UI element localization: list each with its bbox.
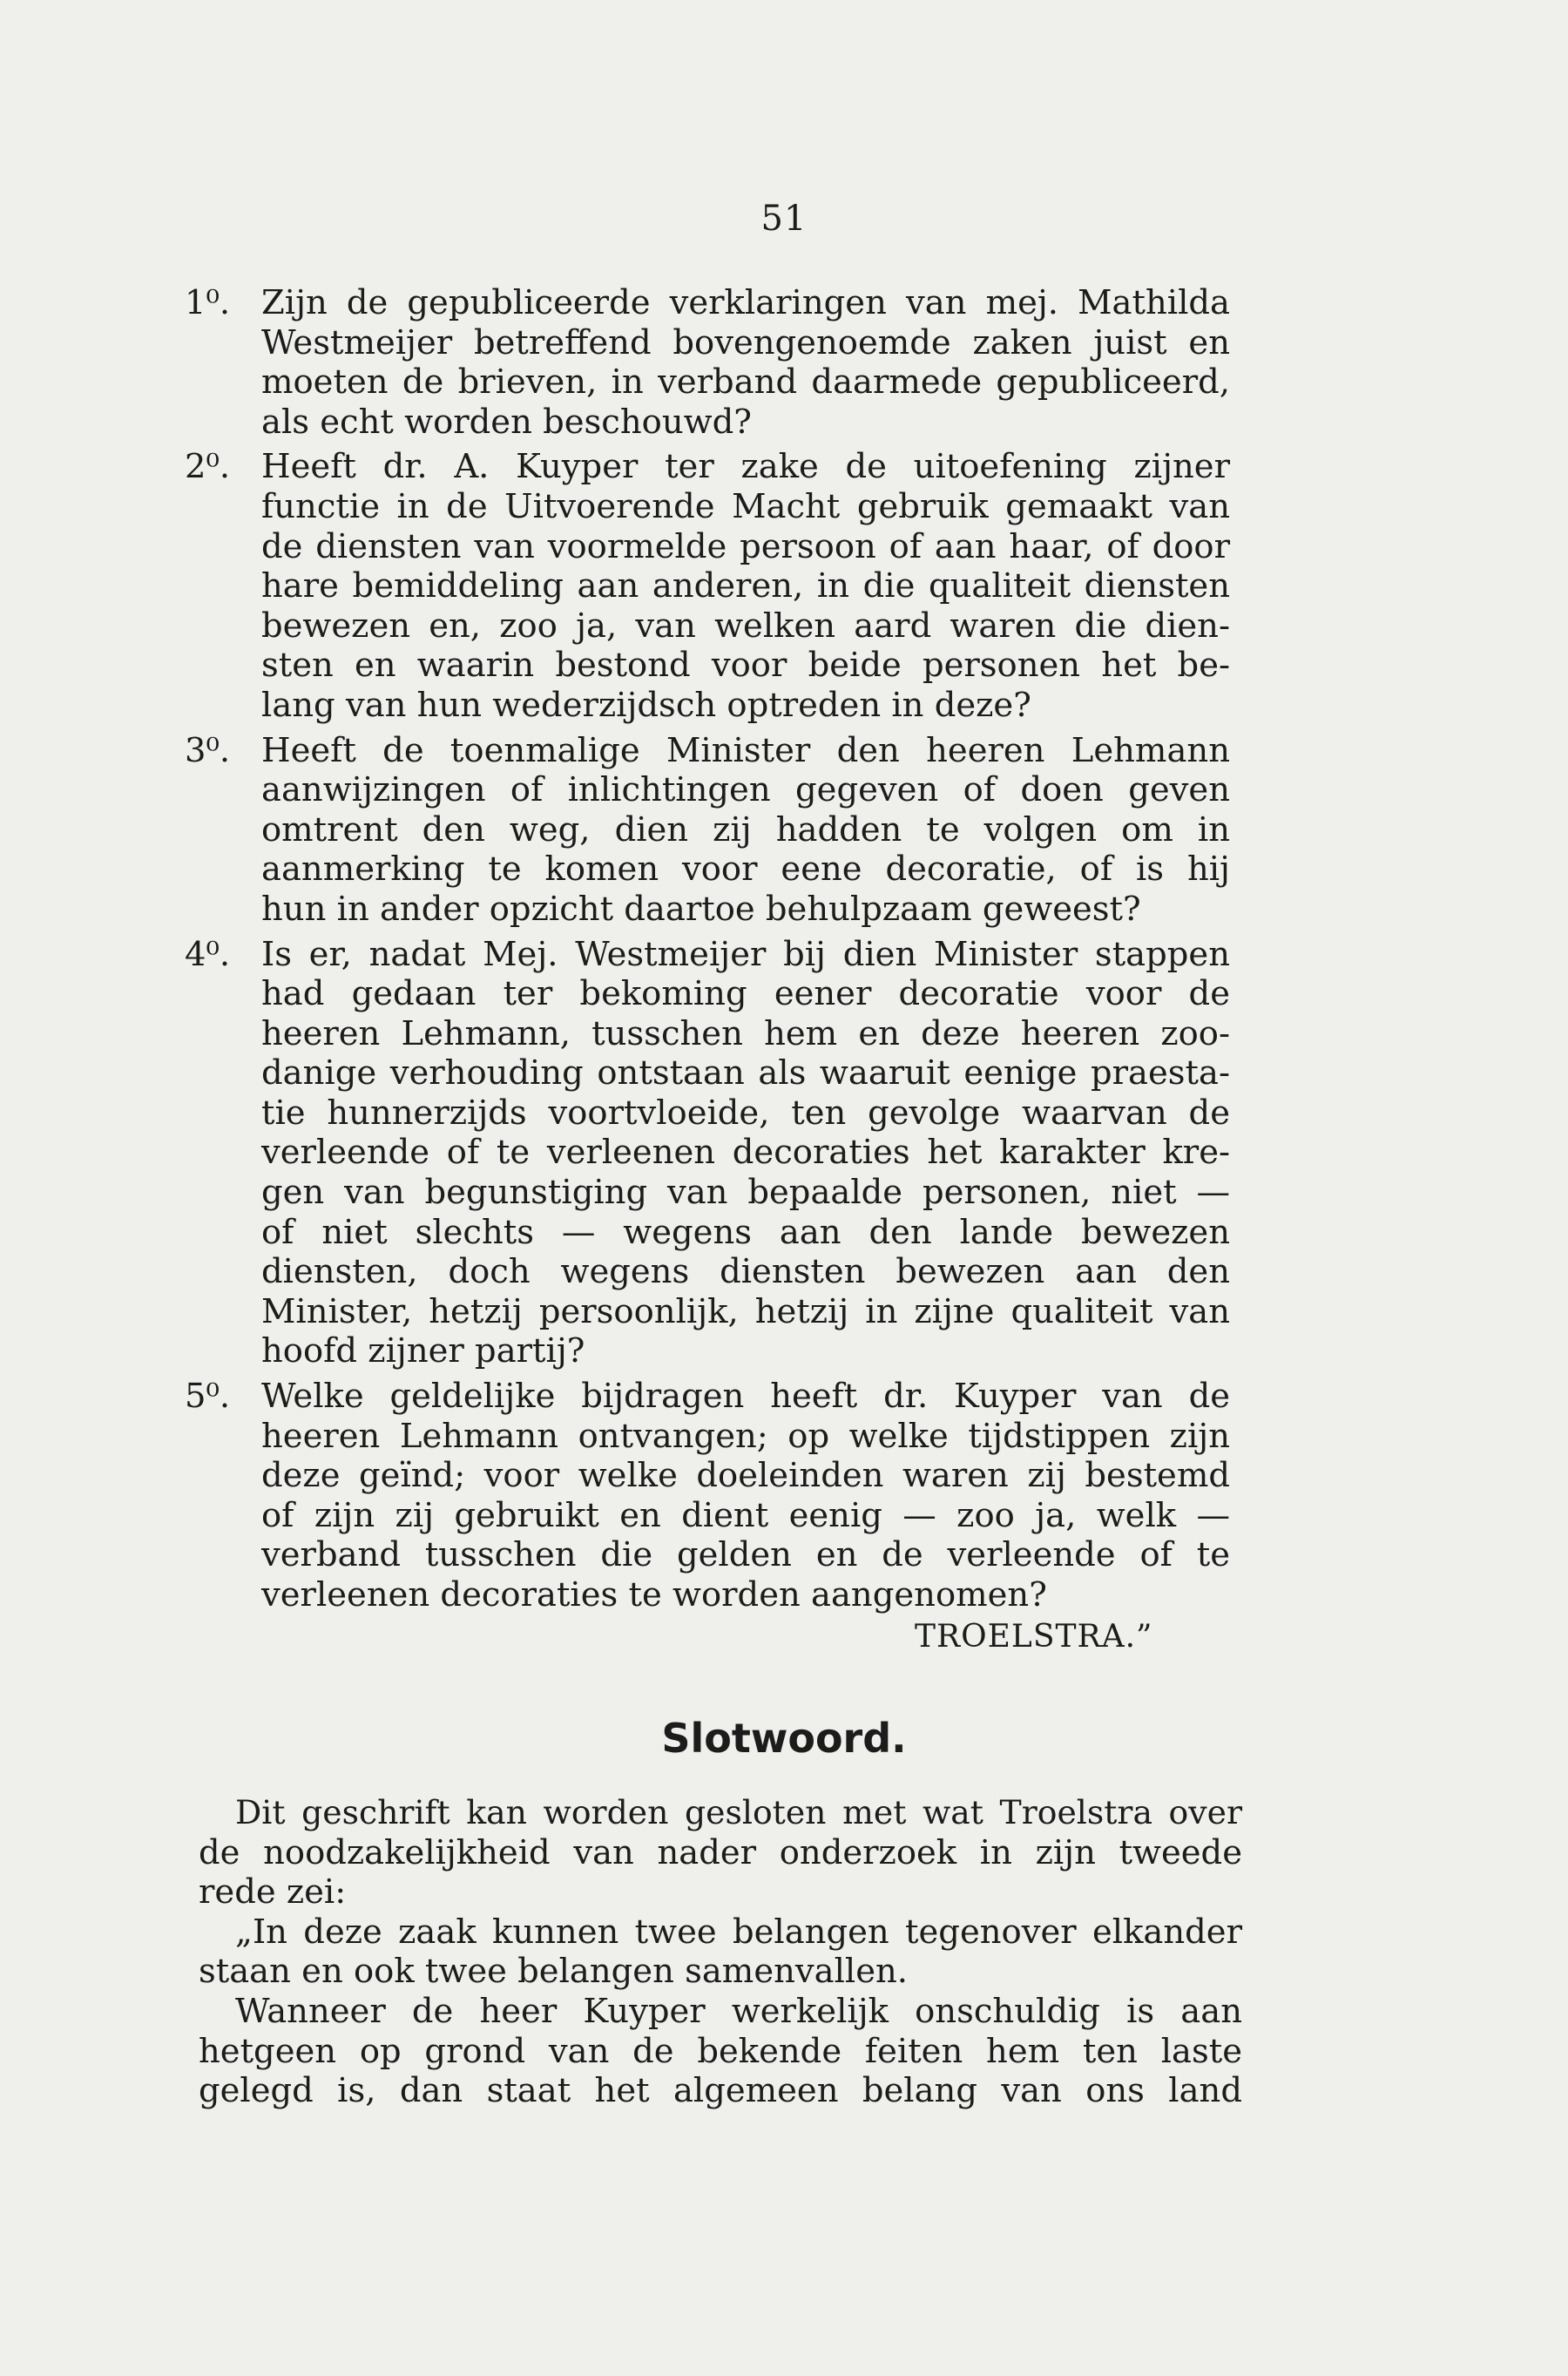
text-line: of niet slechts — wegens aan den lande bewezen <box>261 1212 1230 1252</box>
text-line: heeren Lehmann ontvangen; op welke tijdstippen zijn <box>261 1416 1230 1456</box>
paragraph <box>199 1992 1242 2111</box>
text-line: verleende of te verleenen decoraties het karakter kre- <box>261 1133 1230 1173</box>
question-item <box>185 447 1230 725</box>
text-line: aanmerking te komen voor eene decoratie, of is hij <box>261 850 1230 890</box>
text-line: hun in ander opzicht daartoe behulpzaam geweest? <box>261 889 1141 929</box>
text-line: de noodzakelijkheid van nader onderzoek in zijn tweede <box>199 1832 1242 1872</box>
text-line: gelegd is, dan staat het algemeen belang van ons land <box>199 2071 1242 2111</box>
text-line: aanwijzingen of inlichtingen gegeven of doen geven <box>261 770 1230 810</box>
text-line: sten en waarin bestond voor beide personen het be- <box>261 646 1230 686</box>
text-line: bewezen en, zoo ja, van welken aard waren die dien- <box>261 606 1230 646</box>
text-line: rede zei: <box>199 1872 347 1912</box>
text-line: lang van hun wederzijdsch optreden in deze? <box>261 685 1031 725</box>
text-line: Is er, nadat Mej. Westmeijer bij dien Minister stappen <box>261 934 1230 974</box>
text-line: hare bemiddeling aan anderen, in die qualiteit diensten <box>261 566 1230 606</box>
text-line: omtrent den weg, dien zij hadden te volgen om in <box>261 809 1230 850</box>
question-number: 4⁰. <box>185 934 231 974</box>
text-line: diensten, doch wegens diensten bewezen aan den <box>261 1252 1230 1292</box>
text-line: Westmeijer betreffend bovengenoemde zaken juist en <box>261 322 1230 362</box>
page-number: 51 <box>760 199 808 239</box>
text-line: Dit geschrift kan worden gesloten met wat Troelstra over <box>235 1793 1242 1831</box>
text-line: deze geïnd; voor welke doeleinden waren zij bestemd <box>261 1456 1230 1496</box>
body-text <box>199 1793 1242 2111</box>
text-line: danige verhouding ontstaan als waaruit eenige praesta- <box>261 1053 1230 1093</box>
text-line: heeren Lehmann, tusschen hem en deze heeren zoo- <box>261 1013 1230 1053</box>
text-line: Wanneer de heer Kuyper werkelijk onschuldig is aan <box>235 1991 1242 2031</box>
question-number: 3⁰. <box>185 730 231 770</box>
text-line: Heeft de toenmalige Minister den heeren Lehmann <box>261 730 1230 770</box>
question-number: 1⁰. <box>185 283 231 322</box>
text-line: gen van begunstiging van bepaalde personen, niet — <box>261 1173 1230 1213</box>
text-line: of zijn zij gebruikt en dient eenig — zoo ja, welk — <box>261 1495 1230 1535</box>
text-line: Welke geldelijke bijdragen heeft dr. Kuyper van de <box>261 1377 1230 1417</box>
question-item <box>185 935 1230 1372</box>
question-item <box>185 731 1230 930</box>
text-line: Heeft dr. A. Kuyper ter zake de uitoefening zijner <box>261 447 1230 487</box>
questions-list <box>185 283 1230 1621</box>
paragraph <box>199 1793 1242 1912</box>
question-item <box>185 1377 1230 1615</box>
text-line: Minister, hetzij persoonlijk, hetzij in zijne qualiteit van <box>261 1291 1230 1331</box>
text-line: tie hunnerzijds voortvloeide, ten gevolge waarvan de <box>261 1093 1230 1133</box>
text-line: Zijn de gepubliceerde verklaringen van mej. Mathilda <box>261 283 1230 322</box>
signature: TROELSTRA.” <box>915 1619 1153 1655</box>
text-line: verband tusschen die gelden en de verleende of te <box>261 1535 1230 1575</box>
question-item <box>185 283 1230 442</box>
section-heading: Slotwoord. <box>661 1715 907 1762</box>
paragraph <box>199 1912 1242 1992</box>
text-line: „In deze zaak kunnen twee belangen tegenover elkander <box>235 1912 1242 1952</box>
text-line: hoofd zijner partij? <box>261 1331 585 1371</box>
text-line: als echt worden beschouwd? <box>261 402 752 442</box>
question-number: 5⁰. <box>185 1377 231 1417</box>
text-line: moeten de brieven, in verband daarmede gepubliceerd, <box>261 362 1230 403</box>
text-line: had gedaan ter bekoming eener decoratie voor de <box>261 974 1230 1014</box>
question-number: 2⁰. <box>185 447 231 487</box>
text-line: functie in de Uitvoerende Macht gebruik gemaakt van <box>261 486 1230 526</box>
text-line: hetgeen op grond van de bekende feiten hem ten laste <box>199 2031 1242 2071</box>
text-line: verleenen decoraties te worden aangenomen? <box>261 1575 1047 1614</box>
text-line: staan en ook twee belangen samenvallen. <box>199 1952 909 1992</box>
text-line: de diensten van voormelde persoon of aan haar, of door <box>261 526 1230 566</box>
